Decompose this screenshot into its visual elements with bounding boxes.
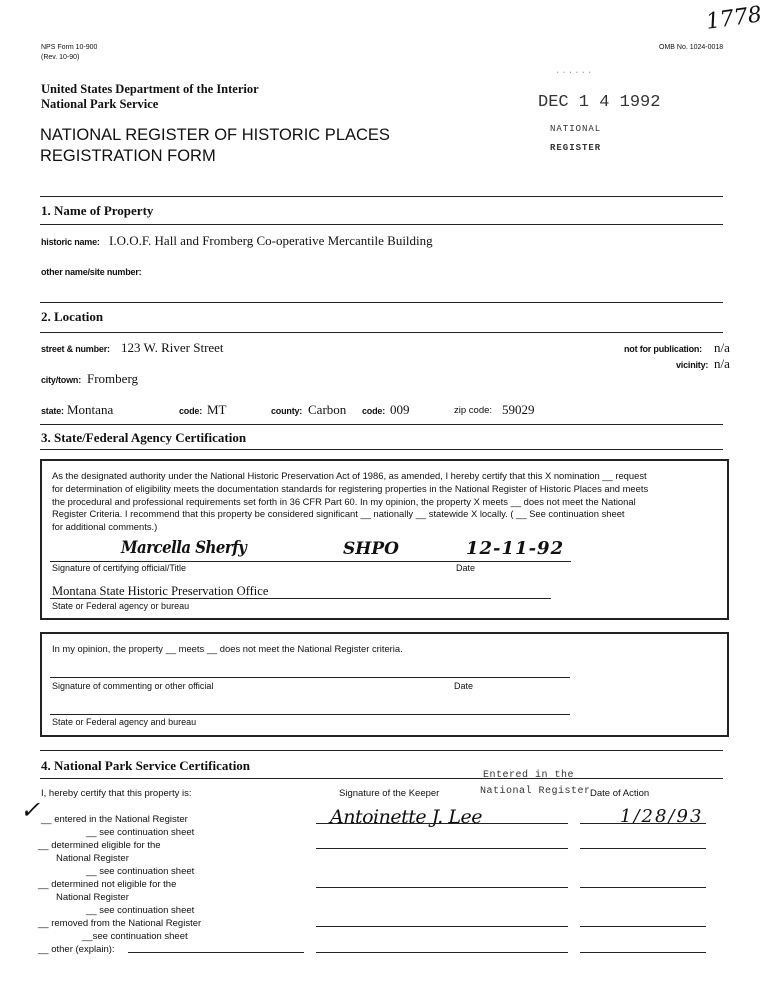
option-removed-continuation: __see continuation sheet	[82, 931, 188, 942]
not-for-publication-label: not for publication:	[624, 344, 702, 354]
divider	[40, 750, 723, 751]
option-other: __ other (explain):	[38, 944, 115, 955]
certify-label: I, hereby certify that this property is:	[41, 788, 192, 799]
received-stamp-date: DEC 1 4 1992	[538, 93, 661, 112]
corner-handwritten-mark: 1778	[704, 2, 764, 35]
option-eligible-continuation: __ see continuation sheet	[86, 866, 195, 877]
divider	[40, 196, 723, 197]
section1-heading: 1. Name of Property	[41, 203, 154, 218]
not-for-publication-value: n/a	[714, 340, 730, 355]
street-value: 123 W. River Street	[121, 340, 224, 355]
option-entered-continuation: __ see continuation sheet	[86, 827, 195, 838]
agency-line	[50, 598, 551, 599]
cert-para-line5: for additional comments.)	[52, 521, 158, 533]
historic-name-label: historic name:	[41, 237, 100, 247]
form-title-line2: REGISTRATION FORM	[40, 147, 216, 165]
keeper-signature-label: Signature of the Keeper	[339, 788, 440, 799]
entered-checkmark: ✓	[20, 796, 41, 824]
action-line	[580, 887, 706, 888]
keeper-line	[316, 952, 568, 953]
section4-heading: 4. National Park Service Certification	[41, 758, 251, 773]
cert-para-line3: the procedural and professional requirements set forth in 36 CFR Part 60. In my opinion, the property X meets __ does not meet the National	[52, 495, 636, 507]
certifying-date-handwritten: 12-11-92	[466, 538, 565, 559]
comment-agency-line	[50, 714, 570, 715]
section3-heading: 3. State/Federal Agency Certification	[41, 430, 247, 445]
received-stamp-line2: NATIONAL	[550, 124, 602, 134]
city-label: city/town:	[41, 375, 81, 385]
county-value: Carbon	[308, 402, 347, 417]
other-explain-line	[128, 952, 304, 953]
divider	[40, 424, 723, 425]
option-not-eligible: __ determined not eligible for the	[38, 879, 177, 890]
omb-number: OMB No. 1024-0018	[659, 44, 724, 51]
comment-date-label: Date	[454, 681, 474, 691]
form-number: NPS Form 10-900	[41, 44, 98, 51]
entered-stamp-line1: Entered in the	[483, 770, 575, 781]
street-label: street & number:	[41, 344, 110, 354]
zip-value: 59029	[502, 402, 535, 417]
county-code-label: code:	[362, 406, 386, 416]
option-removed: __ removed from the National Register	[38, 918, 202, 929]
divider	[40, 778, 723, 779]
other-name-label: other name/site number:	[41, 267, 142, 277]
signature-line	[50, 561, 571, 562]
divider	[40, 449, 723, 450]
stamp-smudge: ......	[555, 66, 594, 76]
certifying-signature: Marcella Sherfy	[121, 538, 247, 558]
cert-para-line2: for determination of eligibility meets the documentation standards for registering properties in the National Register of Historic Places and meets	[52, 482, 649, 494]
action-line	[580, 823, 706, 824]
divider	[40, 302, 723, 303]
comment-agency-label: State or Federal agency and bureau	[52, 717, 197, 727]
cert-para-line1: As the designated authority under the National Historic Preservation Act of 1986, as amended, I hereby certify that this X nomination __ request	[52, 470, 647, 481]
certifying-signature-label: Signature of certifying official/Title	[52, 563, 187, 573]
divider	[40, 224, 723, 225]
historic-name-value: I.O.O.F. Hall and Fromberg Co-operative Mercantile Building	[109, 233, 433, 248]
keeper-line	[316, 848, 568, 849]
option-eligible-line2: National Register	[56, 853, 129, 864]
keeper-line	[316, 926, 568, 927]
option-entered: __ entered in the National Register	[41, 814, 188, 825]
cert-para-line4: Register Criteria. I recommend that this property be considered significant __ nationally __ statewide X locally. ( __ See continuation sheet	[52, 508, 625, 520]
option-not-eligible-line2: National Register	[56, 892, 129, 903]
state-code-label: code:	[179, 406, 203, 416]
state-label: state:	[41, 406, 64, 416]
form-title-line1: NATIONAL REGISTER OF HISTORIC PLACES	[40, 126, 390, 144]
date-of-action-value: 1/28/93	[620, 806, 704, 827]
agency-name: National Park Service	[41, 97, 159, 111]
certifying-agency-label: State or Federal agency or bureau	[52, 601, 190, 611]
received-stamp-line3: REGISTER	[550, 143, 602, 153]
option-eligible: __ determined eligible for the	[38, 840, 161, 851]
state-code-value: MT	[207, 402, 227, 417]
action-line	[580, 952, 706, 953]
department-name: United States Department of the Interior	[41, 82, 259, 96]
county-label: county:	[271, 406, 303, 416]
certification-paragraph	[52, 470, 724, 534]
date-of-action-label: Date of Action	[590, 788, 650, 799]
action-line	[580, 848, 706, 849]
keeper-line	[316, 823, 568, 824]
section2-heading: 2. Location	[41, 309, 104, 324]
zip-label: zip code:	[454, 405, 493, 416]
vicinity-value: n/a	[714, 356, 730, 371]
state-value: Montana	[67, 402, 114, 417]
certifying-agency-value: Montana State Historic Preservation Office	[52, 584, 269, 598]
action-line	[580, 926, 706, 927]
city-value: Fromberg	[87, 371, 139, 386]
county-code-value: 009	[390, 402, 410, 417]
comment-signature-label: Signature of commenting or other official	[52, 681, 214, 691]
divider	[40, 332, 723, 333]
option-not-eligible-continuation: __ see continuation sheet	[86, 905, 195, 916]
comment-signature-line	[50, 677, 570, 678]
vicinity-label: vicinity:	[676, 360, 709, 370]
opinion-text: In my opinion, the property __ meets __ does not meet the National Register criteria.	[52, 643, 403, 654]
certifying-title-handwritten: SHPO	[343, 539, 399, 559]
keeper-signature: Antoinette J. Lee	[330, 806, 482, 828]
entered-stamp-line2: National Register	[480, 786, 591, 797]
keeper-line	[316, 887, 568, 888]
certifying-date-label: Date	[456, 563, 476, 573]
form-revision: (Rev. 10-90)	[41, 54, 80, 61]
